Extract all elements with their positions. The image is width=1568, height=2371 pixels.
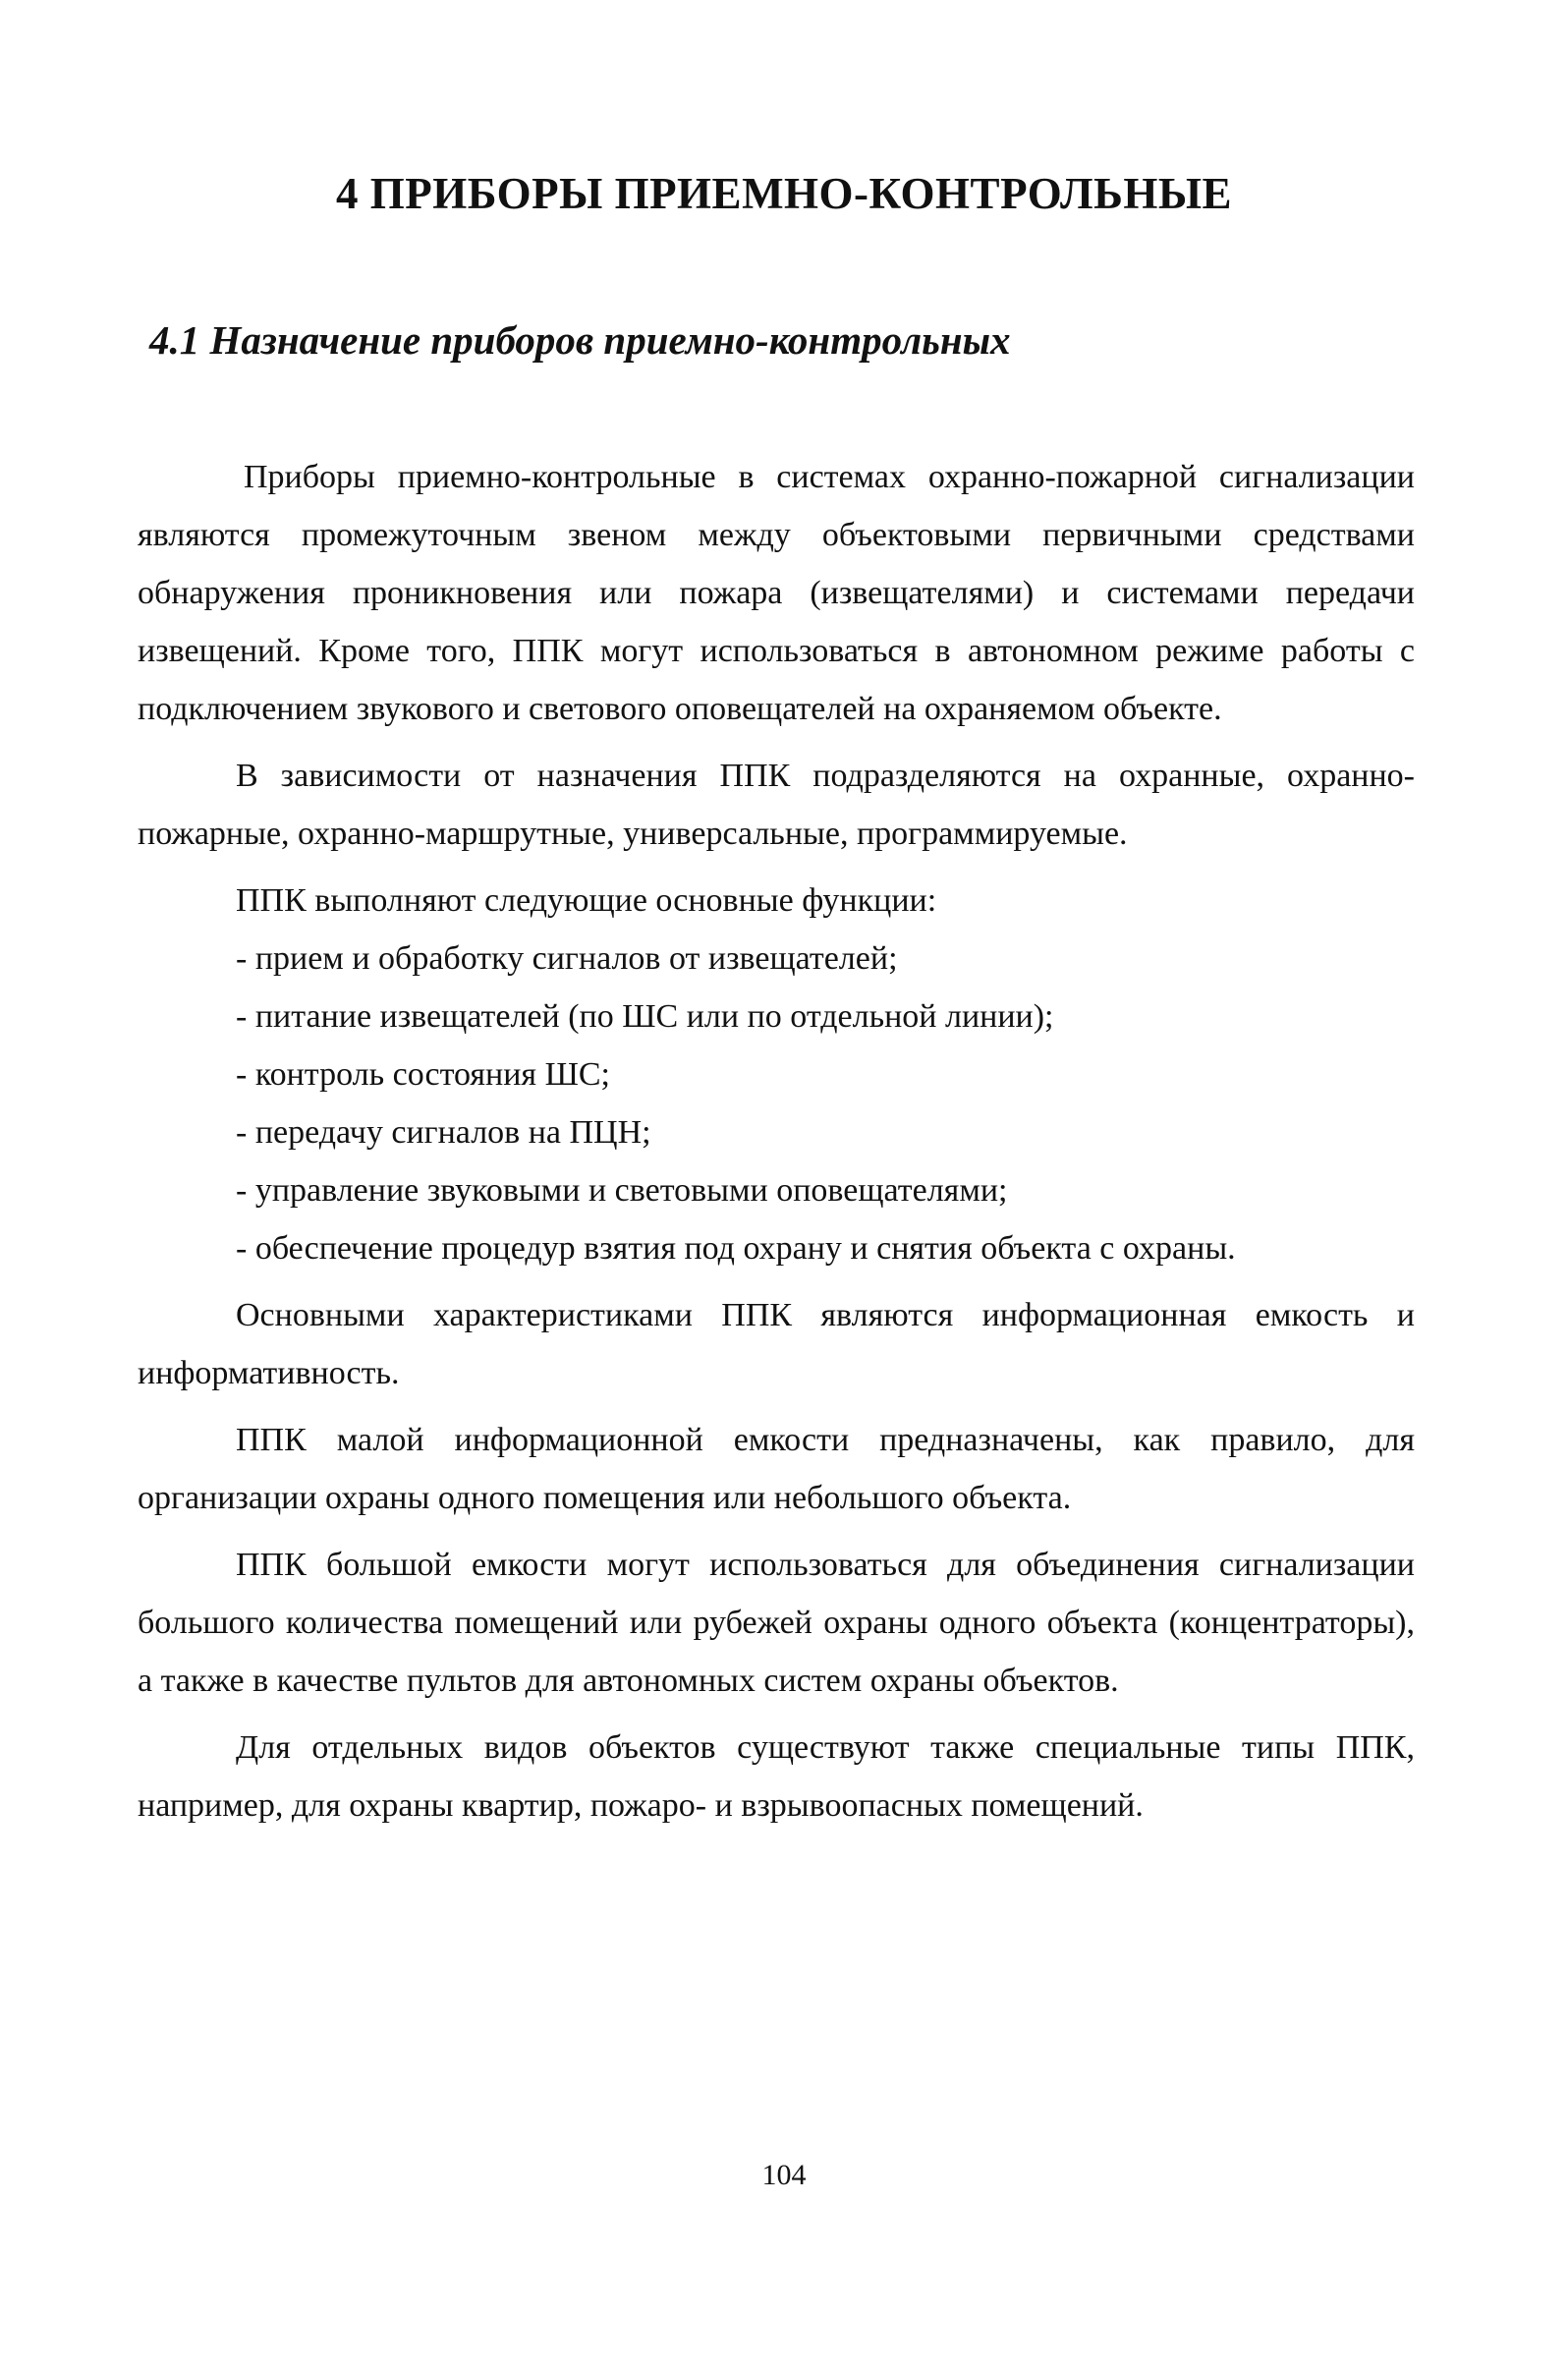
paragraph: В зависимости от назначения ППК подразделяются на охранные, охранно-пожарные, охранно-маршрутные, универсальные, программируемые. — [138, 758, 1415, 852]
functions-list — [138, 930, 1415, 1277]
paragraph: ППК большой емкости могут использоваться для объединения сигнализации большого количества помещений или рубежей охраны одного объекта (концентраторы), а также в качестве пультов для автономных систем охраны объектов. — [138, 1547, 1415, 1699]
list-item: - управление звуковыми и световыми оповещателями; — [236, 1172, 1008, 1209]
list-item: - контроль состояния ШС; — [236, 1056, 610, 1093]
paragraph: Основными характеристиками ППК являются информационная емкость и информативность. — [138, 1297, 1415, 1391]
chapter-title: 4 ПРИБОРЫ ПРИЕМНО-КОНТРОЛЬНЫЕ — [335, 169, 1233, 218]
section-title: 4.1 Назначение приборов приемно-контрольных — [149, 317, 1011, 363]
paragraph: Для отдельных видов объектов существуют также специальные типы ППК, например, для охраны квартир, пожаро- и взрывоопасных помещений. — [138, 1729, 1415, 1824]
body-text — [138, 448, 1415, 1843]
paragraph: ППК выполняют следующие основные функции: — [236, 882, 937, 919]
list-item: - обеспечение процедур взятия под охрану и снятия объекта с охраны. — [236, 1230, 1236, 1267]
paragraph: Приборы приемно-контрольные в системах охранно-пожарной сигнализации являются промежуточным звеном между объектовыми первичными средствами обнаружения проникновения или пожара (извещателями) и системами передачи извещений. Кроме того, ППК могут использоваться в автономном режиме работы с подключением звукового и светового оповещателей на охраняемом объекте. — [138, 459, 1415, 727]
page-number: 104 — [761, 2159, 807, 2191]
paragraph: ППК малой информационной емкости предназначены, как правило, для организации охраны одного помещения или небольшого объекта. — [138, 1422, 1415, 1516]
list-item: - питание извещателей (по ШС или по отдельной линии); — [236, 998, 1054, 1035]
list-item: - передачу сигналов на ПЦН; — [236, 1114, 651, 1151]
list-item: - прием и обработку сигналов от извещателей; — [236, 940, 898, 977]
